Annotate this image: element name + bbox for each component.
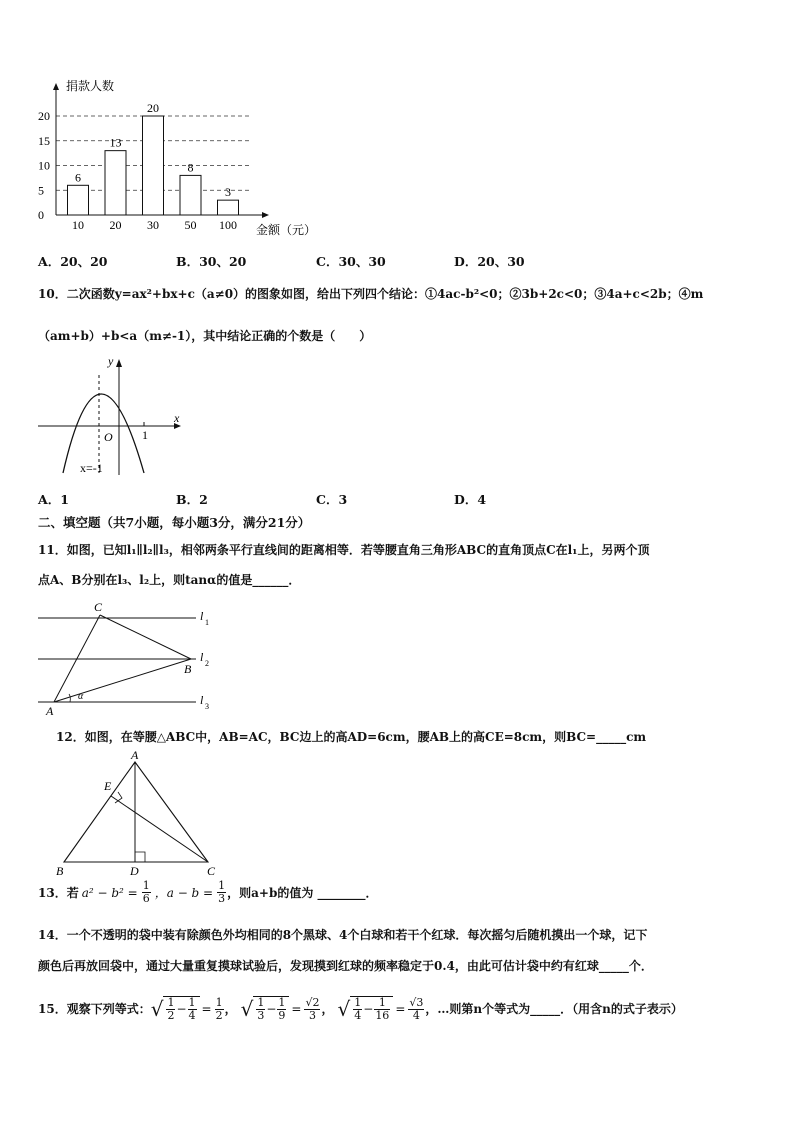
y-axis-title: 捐款人数	[66, 79, 115, 93]
tri-b-label: B	[56, 864, 64, 878]
bar-data-label: 6	[75, 170, 81, 185]
y-tick-label: 15	[38, 133, 50, 148]
parabola-graph	[36, 355, 186, 480]
x-tick-label: 50	[184, 218, 197, 232]
y-tick-label: 5	[38, 183, 44, 198]
y-tick-label: 10	[38, 158, 50, 173]
q15-radicand-1: $\frac{1}{2}$ − $\frac{1}{4}$	[163, 996, 199, 1022]
bar	[180, 175, 201, 215]
x-axis-arrow	[262, 212, 269, 218]
q10-options	[38, 490, 486, 508]
l3-label: l	[200, 693, 204, 707]
q9-options	[38, 252, 525, 270]
donation-bar-chart	[30, 72, 330, 242]
y-axis-arrow	[53, 83, 59, 90]
symmetry-axis-label: x=-1	[80, 461, 103, 475]
svg-text:3: 3	[205, 702, 209, 711]
isosceles-triangle-figure	[52, 748, 232, 880]
point-b-label: B	[184, 662, 192, 676]
bar-data-label: 20	[147, 101, 159, 115]
q14-line1: 14．一个不透明的袋中装有除颜色外均相同的8个黑球、4个白球和若干个红球．每次摇匀后随机摸出一个球，记下	[38, 928, 648, 942]
bar-data-label: 3	[225, 185, 231, 200]
tri-a-label: A	[131, 748, 139, 762]
q15-radicand-3: $\frac{1}{4}$ − $\frac{1}{16}$	[350, 996, 393, 1022]
section-heading: 二、填空题（共7小题，每小题3分，满分21分）	[38, 515, 311, 530]
tri-d-label: D	[130, 864, 139, 878]
bar-data-label: 13	[109, 135, 122, 150]
alpha-label: α	[78, 691, 84, 702]
bar	[68, 185, 89, 215]
q13-fraction-1: $\frac{1}{6}$	[142, 879, 150, 905]
q9-option-c[interactable]: C．30、30	[316, 254, 386, 269]
x-tick-label: 20	[109, 218, 122, 232]
y-tick-label: 0	[38, 208, 44, 222]
q10-option-a[interactable]: A．1	[38, 492, 69, 507]
q9-option-a[interactable]: A．20、20	[38, 254, 108, 269]
x-axis-title: 金额（元）	[256, 223, 317, 237]
q15: 15．观察下列等式： √ $\frac{1}{2}$ − $\frac{1}{4}$ = $\frac{1}{2}$ ， √ $\frac{1}{3}$ − $\frac{1}{9}$ = $\frac{√2}{3}$ ， √ $\frac{1}{4}$ − $\frac{1}{16}$ = $\frac{√3}{4}$ ，…则第n个等式为_____．（用含n的式子表示）	[38, 995, 683, 1022]
point-c-label: C	[94, 600, 103, 614]
q11-line2: 点A、B分别在l₃、l₂上，则tanα的值是______．	[38, 573, 301, 587]
point-a-label: A	[46, 704, 54, 718]
parallel-lines-figure	[36, 598, 226, 718]
tri-c-label: C	[207, 864, 216, 878]
origin-label: O	[104, 430, 113, 444]
q10-option-b[interactable]: B．2	[176, 492, 208, 507]
q13-expr1: a² − b² =	[81, 885, 138, 900]
q15-radicand-2: $\frac{1}{3}$ − $\frac{1}{9}$	[253, 996, 289, 1022]
q10-line1: 10．二次函数y=ax²+bx+c（a≠0）的图象如图，给出下列四个结论：①4ac-b²<0；②3b+2c<0；③4a+c<2b；④m	[38, 287, 704, 301]
y-tick-label: 20	[38, 109, 50, 123]
q14-line2: 颜色后再放回袋中，通过大量重复摸球试验后，发现摸到红球的频率稳定于0.4，由此可估计袋中约有红球_____个．	[38, 959, 653, 973]
y-axis-label: y	[108, 355, 114, 368]
bar-data-label: 8	[187, 160, 194, 175]
bar	[105, 151, 126, 215]
q13-expr2: ，a − b =	[154, 885, 214, 900]
q13-fraction-2: $\frac{1}{3}$	[218, 879, 226, 905]
l1-label: l	[200, 609, 204, 623]
q12-text: 12．如图，在等腰△ABC中，AB=AC，BC边上的高AD=6cm，腰AB上的高CE=8cm，则BC=_____cm	[56, 730, 647, 744]
x-axis-label: x	[174, 411, 180, 425]
x-tick-label: 10	[72, 218, 84, 232]
x-tick-label: 30	[147, 218, 159, 232]
q9-option-d[interactable]: D．20、30	[454, 254, 525, 269]
svg-text:2: 2	[205, 659, 209, 668]
bar	[218, 200, 239, 215]
tick-one-label: 1	[142, 428, 148, 442]
q11-line1: 11．如图，已知l₁∥l₂∥l₃，相邻两条平行直线间的距离相等．若等腰直角三角形ABC的直角顶点C在l₁上，另两个顶	[38, 543, 650, 557]
q13: 13．若 a² − b² = $\frac{1}{6}$ ，a − b = $\frac{1}{3}$ ，则a+b的值为 ________．	[38, 879, 378, 905]
svg-text:1: 1	[205, 618, 209, 627]
q10-option-c[interactable]: C．3	[316, 492, 348, 507]
q9-option-b[interactable]: B．30、20	[176, 254, 247, 269]
bar	[143, 116, 164, 215]
q10-option-d[interactable]: D．4	[454, 492, 487, 507]
q10-line2: （am+b）+b<a（m≠-1），其中结论正确的个数是（ ）	[38, 329, 372, 343]
x-tick-label: 100	[219, 218, 237, 232]
tri-e-label: E	[104, 779, 112, 793]
l2-label: l	[200, 650, 204, 664]
